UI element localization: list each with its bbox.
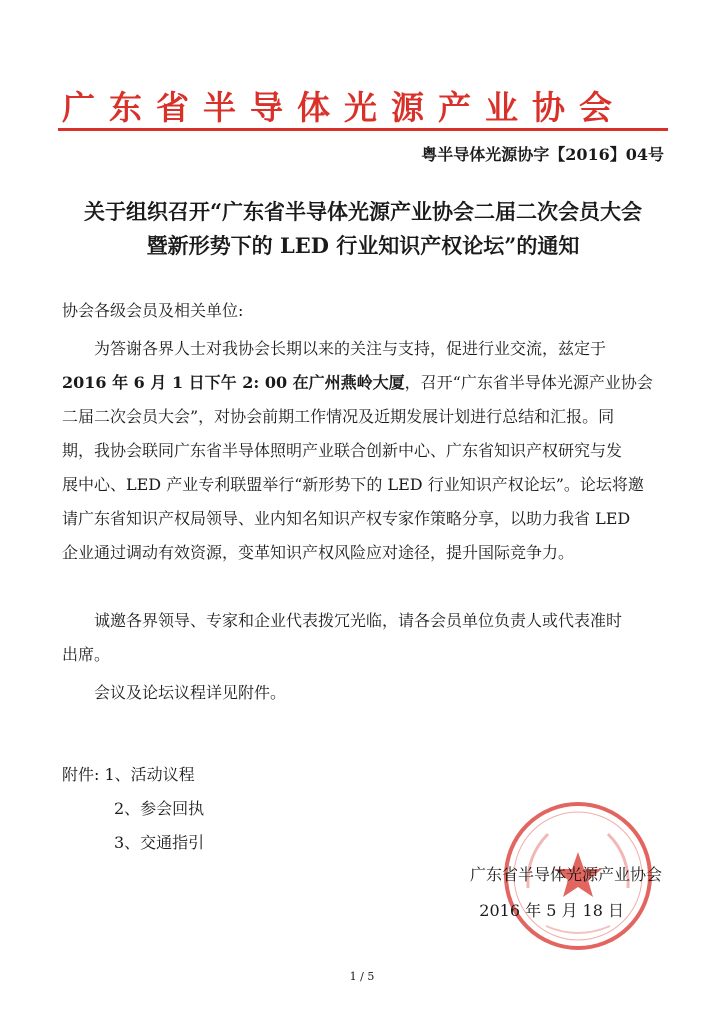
signature-organization: 广东省半导体光源产业协会 xyxy=(469,865,662,884)
para1-line-3: 二届二次会员大会”，对协会前期工作情况及近期发展计划进行总结和汇报。同 xyxy=(62,407,615,426)
attachment-row-1 xyxy=(62,758,204,792)
para1-line-5: 展中心、LED 产业专利联盟举行“新形势下的 LED 行业知识产权论坛”。论坛将邀 xyxy=(62,475,644,494)
para1-line-2-rest: ，召开“广东省半导体光源产业协会 xyxy=(404,373,653,392)
body-paragraph-2 xyxy=(62,604,662,672)
title-line-2: 暨新形势下的 LED 行业知识产权论坛”的通知 xyxy=(146,233,580,258)
attachment-item: 3、交通指引 xyxy=(114,833,205,852)
para3-line-1: 会议及论坛议程详见附件。 xyxy=(94,683,287,702)
document-number: 粤半导体光源协字【2016】04号 xyxy=(421,145,664,164)
para2-line-1: 诚邀各界领导、专家和企业代表拨冗光临，请各会员单位负责人或代表准时 xyxy=(94,611,623,630)
attachments-list xyxy=(62,758,204,860)
attachment-item: 2、参会回执 xyxy=(114,799,205,818)
org-letterhead-title: 广东省半导体光源产业协会 xyxy=(62,88,626,127)
attachment-row-3 xyxy=(62,826,204,860)
title-line-1: 关于组织召开“广东省半导体光源产业协会二届二次会员大会 xyxy=(83,199,643,224)
signature-date: 2016 年 5 月 18 日 xyxy=(479,901,624,920)
page-number: 1 / 5 xyxy=(349,970,375,983)
attachment-row-2 xyxy=(62,792,204,826)
attachments-label: 附件: xyxy=(62,765,100,784)
para1-line-7: 企业通过调动有效资源，变革知识产权风险应对途径，提升国际竞争力。 xyxy=(62,543,575,562)
meeting-time-place: 2016 年 6 月 1 日下午 2: 00 在广州燕岭大厦 xyxy=(62,373,405,392)
para1-line-4: 期，我协会联同广东省半导体照明产业联合创新中心、广东省知识产权研究与发 xyxy=(62,441,623,460)
para1-line-1: 为答谢各界人士对我协会长期以来的关注与支持，促进行业交流，兹定于 xyxy=(94,339,607,358)
salutation: 协会各级会员及相关单位: xyxy=(62,301,244,320)
document-title xyxy=(60,195,666,263)
body-paragraph-1 xyxy=(62,332,662,570)
para2-line-2: 出席。 xyxy=(62,645,111,664)
letterhead-rule xyxy=(58,128,668,131)
attachment-item: 1、活动议程 xyxy=(104,765,195,784)
para1-line-6: 请广东省知识产权局领导、业内知名知识产权专家作策略分享，以助力我省 LED xyxy=(62,509,631,528)
body-paragraph-3 xyxy=(62,676,662,710)
para1-line-2 xyxy=(62,366,662,400)
